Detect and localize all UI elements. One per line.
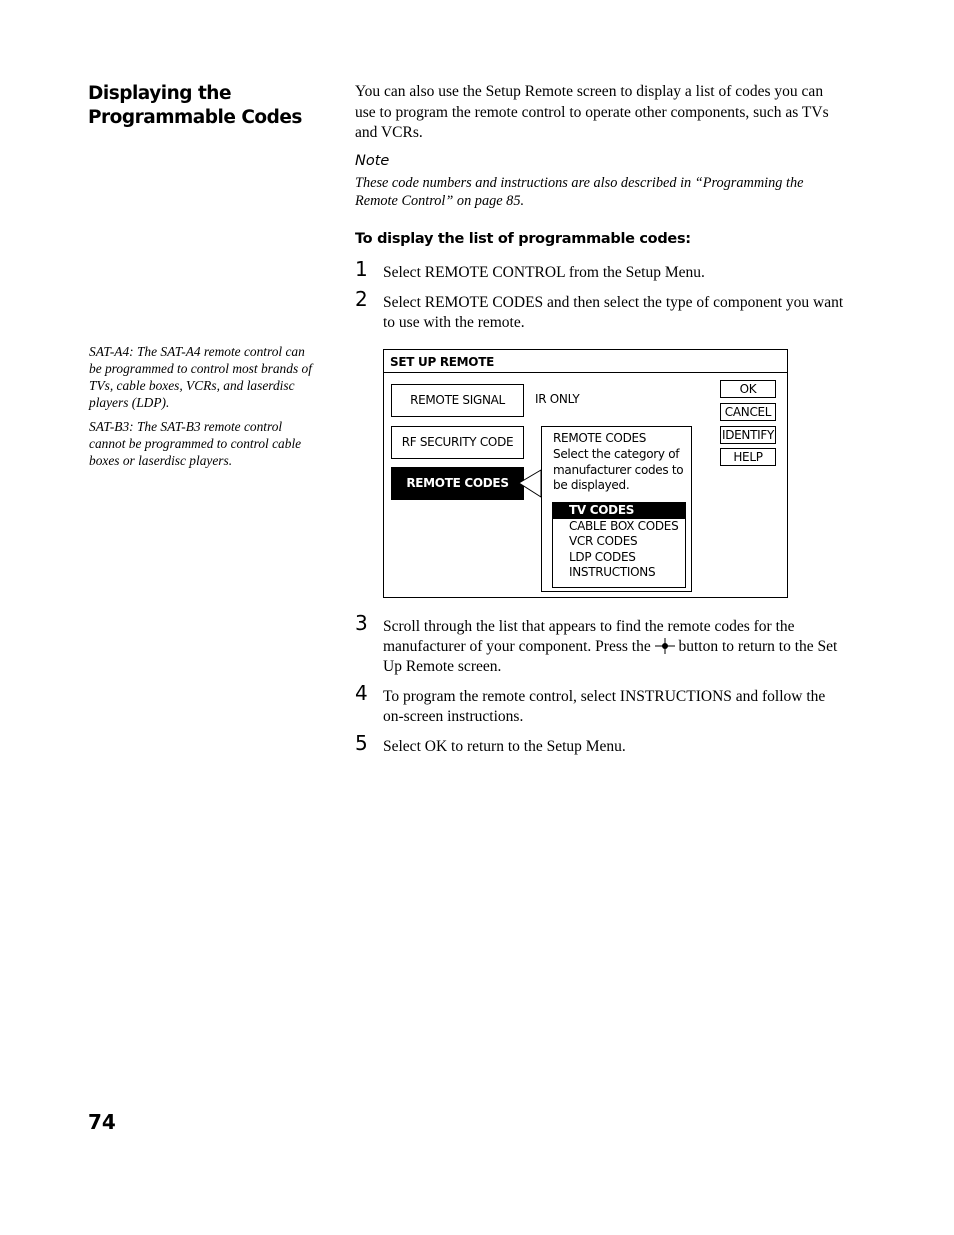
sidebar-notes xyxy=(89,343,314,476)
target-cross-icon xyxy=(655,638,675,654)
note-label: Note xyxy=(355,153,390,169)
section-title-line-1: Displaying the xyxy=(88,83,232,104)
step-text: Select OK to return to the Setup Menu. xyxy=(383,738,626,755)
step-text xyxy=(383,617,845,677)
step-number: 4 xyxy=(355,681,368,705)
step-3-text-before: Scroll through the list that appears to find the remote codes for the manufacturer of your component. Press the xyxy=(383,618,795,655)
sidebar-note-sat-b3: SAT-B3: The SAT-B3 remote control cannot be programmed to control cable boxes or laserdisc players. xyxy=(89,419,302,468)
section-title xyxy=(88,82,318,130)
ok-button[interactable]: OK xyxy=(720,380,776,398)
screen-title: SET UP REMOTE xyxy=(384,350,787,373)
remote-codes-button[interactable]: REMOTE CODES xyxy=(391,467,524,500)
remote-codes-popup xyxy=(541,426,692,592)
popup-description: Select the category of manufacturer codes to be displayed. xyxy=(553,447,684,493)
step-text: Select REMOTE CODES and then select the type of component you want to use with the remote. xyxy=(383,294,844,331)
popup-title: REMOTE CODES xyxy=(553,431,647,445)
help-button[interactable]: HELP xyxy=(720,448,776,466)
step-number: 3 xyxy=(355,611,368,635)
step-text: Select REMOTE CONTROL from the Setup Menu. xyxy=(383,264,705,281)
identify-button[interactable]: IDENTIFY xyxy=(721,428,775,442)
step-number: 5 xyxy=(355,731,368,755)
step-number: 2 xyxy=(355,287,368,311)
list-item-cable-box-codes[interactable]: CABLE BOX CODES xyxy=(569,518,679,533)
page-number: 74 xyxy=(88,1110,116,1134)
set-up-remote-screen xyxy=(383,349,788,598)
remote-signal-button[interactable]: REMOTE SIGNAL xyxy=(391,384,524,417)
rf-security-code-button[interactable]: RF SECURITY CODE xyxy=(391,426,524,459)
step-number: 1 xyxy=(355,257,368,281)
step-3-text-after: button to return to the Set Up Remote screen. xyxy=(383,638,838,675)
code-category-list xyxy=(552,502,686,588)
step-text: To program the remote control, select INSTRUCTIONS and follow the on-screen instructions. xyxy=(383,688,826,725)
list-item-vcr-codes[interactable]: VCR CODES xyxy=(569,534,638,549)
remote-signal-value: IR ONLY xyxy=(535,392,580,406)
sidebar-note-sat-a4: SAT-A4: The SAT-A4 remote control can be programmed to control most brands of TVs, cable boxes, VCRs, and laserdisc players (LDP). xyxy=(89,344,312,410)
note-text: These code numbers and instructions are also described in “Programming the Remote Control” on page 85. xyxy=(355,175,804,209)
list-item-ldp-codes[interactable]: LDP CODES xyxy=(569,549,636,564)
section-title-line-2: Programmable Codes xyxy=(88,107,302,128)
intro-paragraph: You can also use the Setup Remote screen to display a list of codes you can use to program the remote control to operate other components, such as TVs and VCRs. xyxy=(355,83,829,141)
procedure-heading: To display the list of programmable codes: xyxy=(355,231,691,247)
list-item-instructions[interactable]: INSTRUCTIONS xyxy=(569,565,656,580)
cancel-button[interactable]: CANCEL xyxy=(720,403,776,421)
list-item-tv-codes[interactable]: TV CODES xyxy=(553,503,685,519)
